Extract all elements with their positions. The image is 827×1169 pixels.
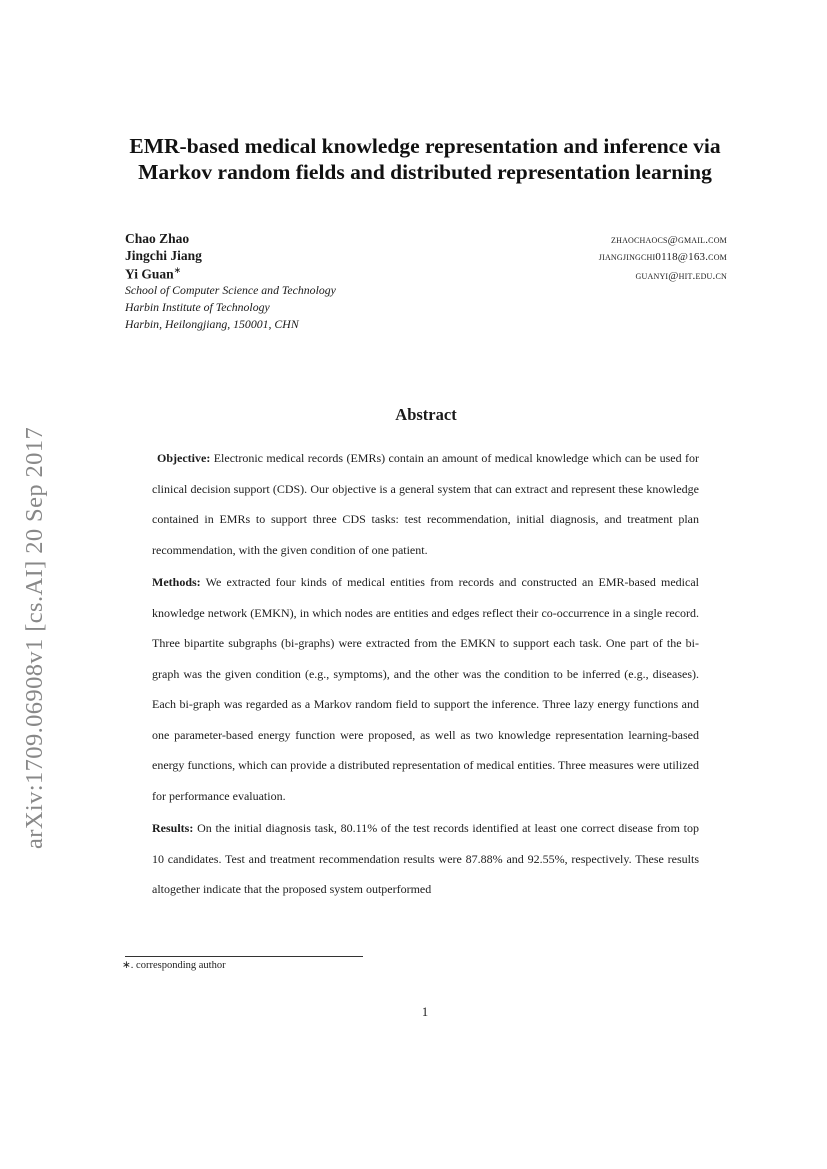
abstract-results [152, 813, 699, 905]
author-name: Jingchi Jiang [125, 248, 202, 263]
author-row [125, 248, 727, 265]
methods-label: Methods: [152, 575, 201, 589]
methods-text: We extracted four kinds of medical entities from records and constructed an EMR-based medical knowledge network (EMKN), in which nodes are entities and edges reflect their co-occurrence in a single record. Three bipartite subgraphs (bi-graphs) were extracted from the EMKN to support each task. One part of the bi-graph was the given condition (e.g., symptoms), and the other was the condition to be inferred (e.g., diseases). Each bi-graph was regarded as a Markov random field to support the inference. Three lazy energy functions and one parameter-based energy function were proposed, as well as two knowledge representation learning-based energy functions, which can provide a distributed representation of medical entities. Three measures were utilized for performance evaluation. [152, 575, 699, 803]
footnote: ∗. corresponding author [122, 960, 226, 971]
arxiv-stamp: arXiv:1709.06908v1 [cs.AI] 20 Sep 2017 [21, 426, 48, 849]
results-text: On the initial diagnosis task, 80.11% of the test records identified at least one correct disease from top 10 candidates. Test and treatment recommendation results were 87.88% and 92.55%, respectively. These results altogether indicate that the proposed system outperformed [152, 821, 700, 896]
corresponding-author-mark: ∗ [173, 265, 182, 275]
affiliation-line: Harbin Institute of Technology [125, 300, 270, 314]
author-name: Yi Guan∗ [125, 265, 182, 282]
author-email[interactable]: guanyi@hit.edu.cn [635, 269, 727, 282]
objective-label: Objective: [157, 451, 211, 465]
author-row [125, 231, 727, 248]
abstract-body [152, 443, 699, 907]
abstract-heading: Abstract [395, 405, 457, 424]
author-email[interactable]: jiangjingchi0118@163.com [598, 251, 727, 263]
author-row [125, 265, 727, 282]
author-name: Chao Zhao [125, 231, 190, 246]
objective-text: Electronic medical records (EMRs) contain an amount of medical knowledge which can be used for clinical decision support (CDS). Our objective is a general system that can extract and represent these knowledge contained in EMRs to support three CDS tasks: test recommendation, initial diagnosis, and treatment plan recommendation, with the given condition of one patient. [152, 451, 699, 557]
affiliation-line: Harbin, Heilongjiang, 150001, CHN [125, 317, 299, 331]
abstract-objective [152, 443, 699, 565]
author-block [125, 231, 727, 333]
author-email[interactable]: zhaochaocs@gmail.com [611, 234, 727, 246]
footnote-divider [125, 956, 363, 957]
paper-title: EMR-based medical knowledge representation and inference via Markov random fields and distributed representation learning [129, 134, 721, 184]
abstract-methods [152, 567, 699, 811]
results-label: Results: [152, 821, 194, 835]
affiliation-line: School of Computer Science and Technology [125, 283, 336, 297]
page-number: 1 [421, 1005, 429, 1019]
